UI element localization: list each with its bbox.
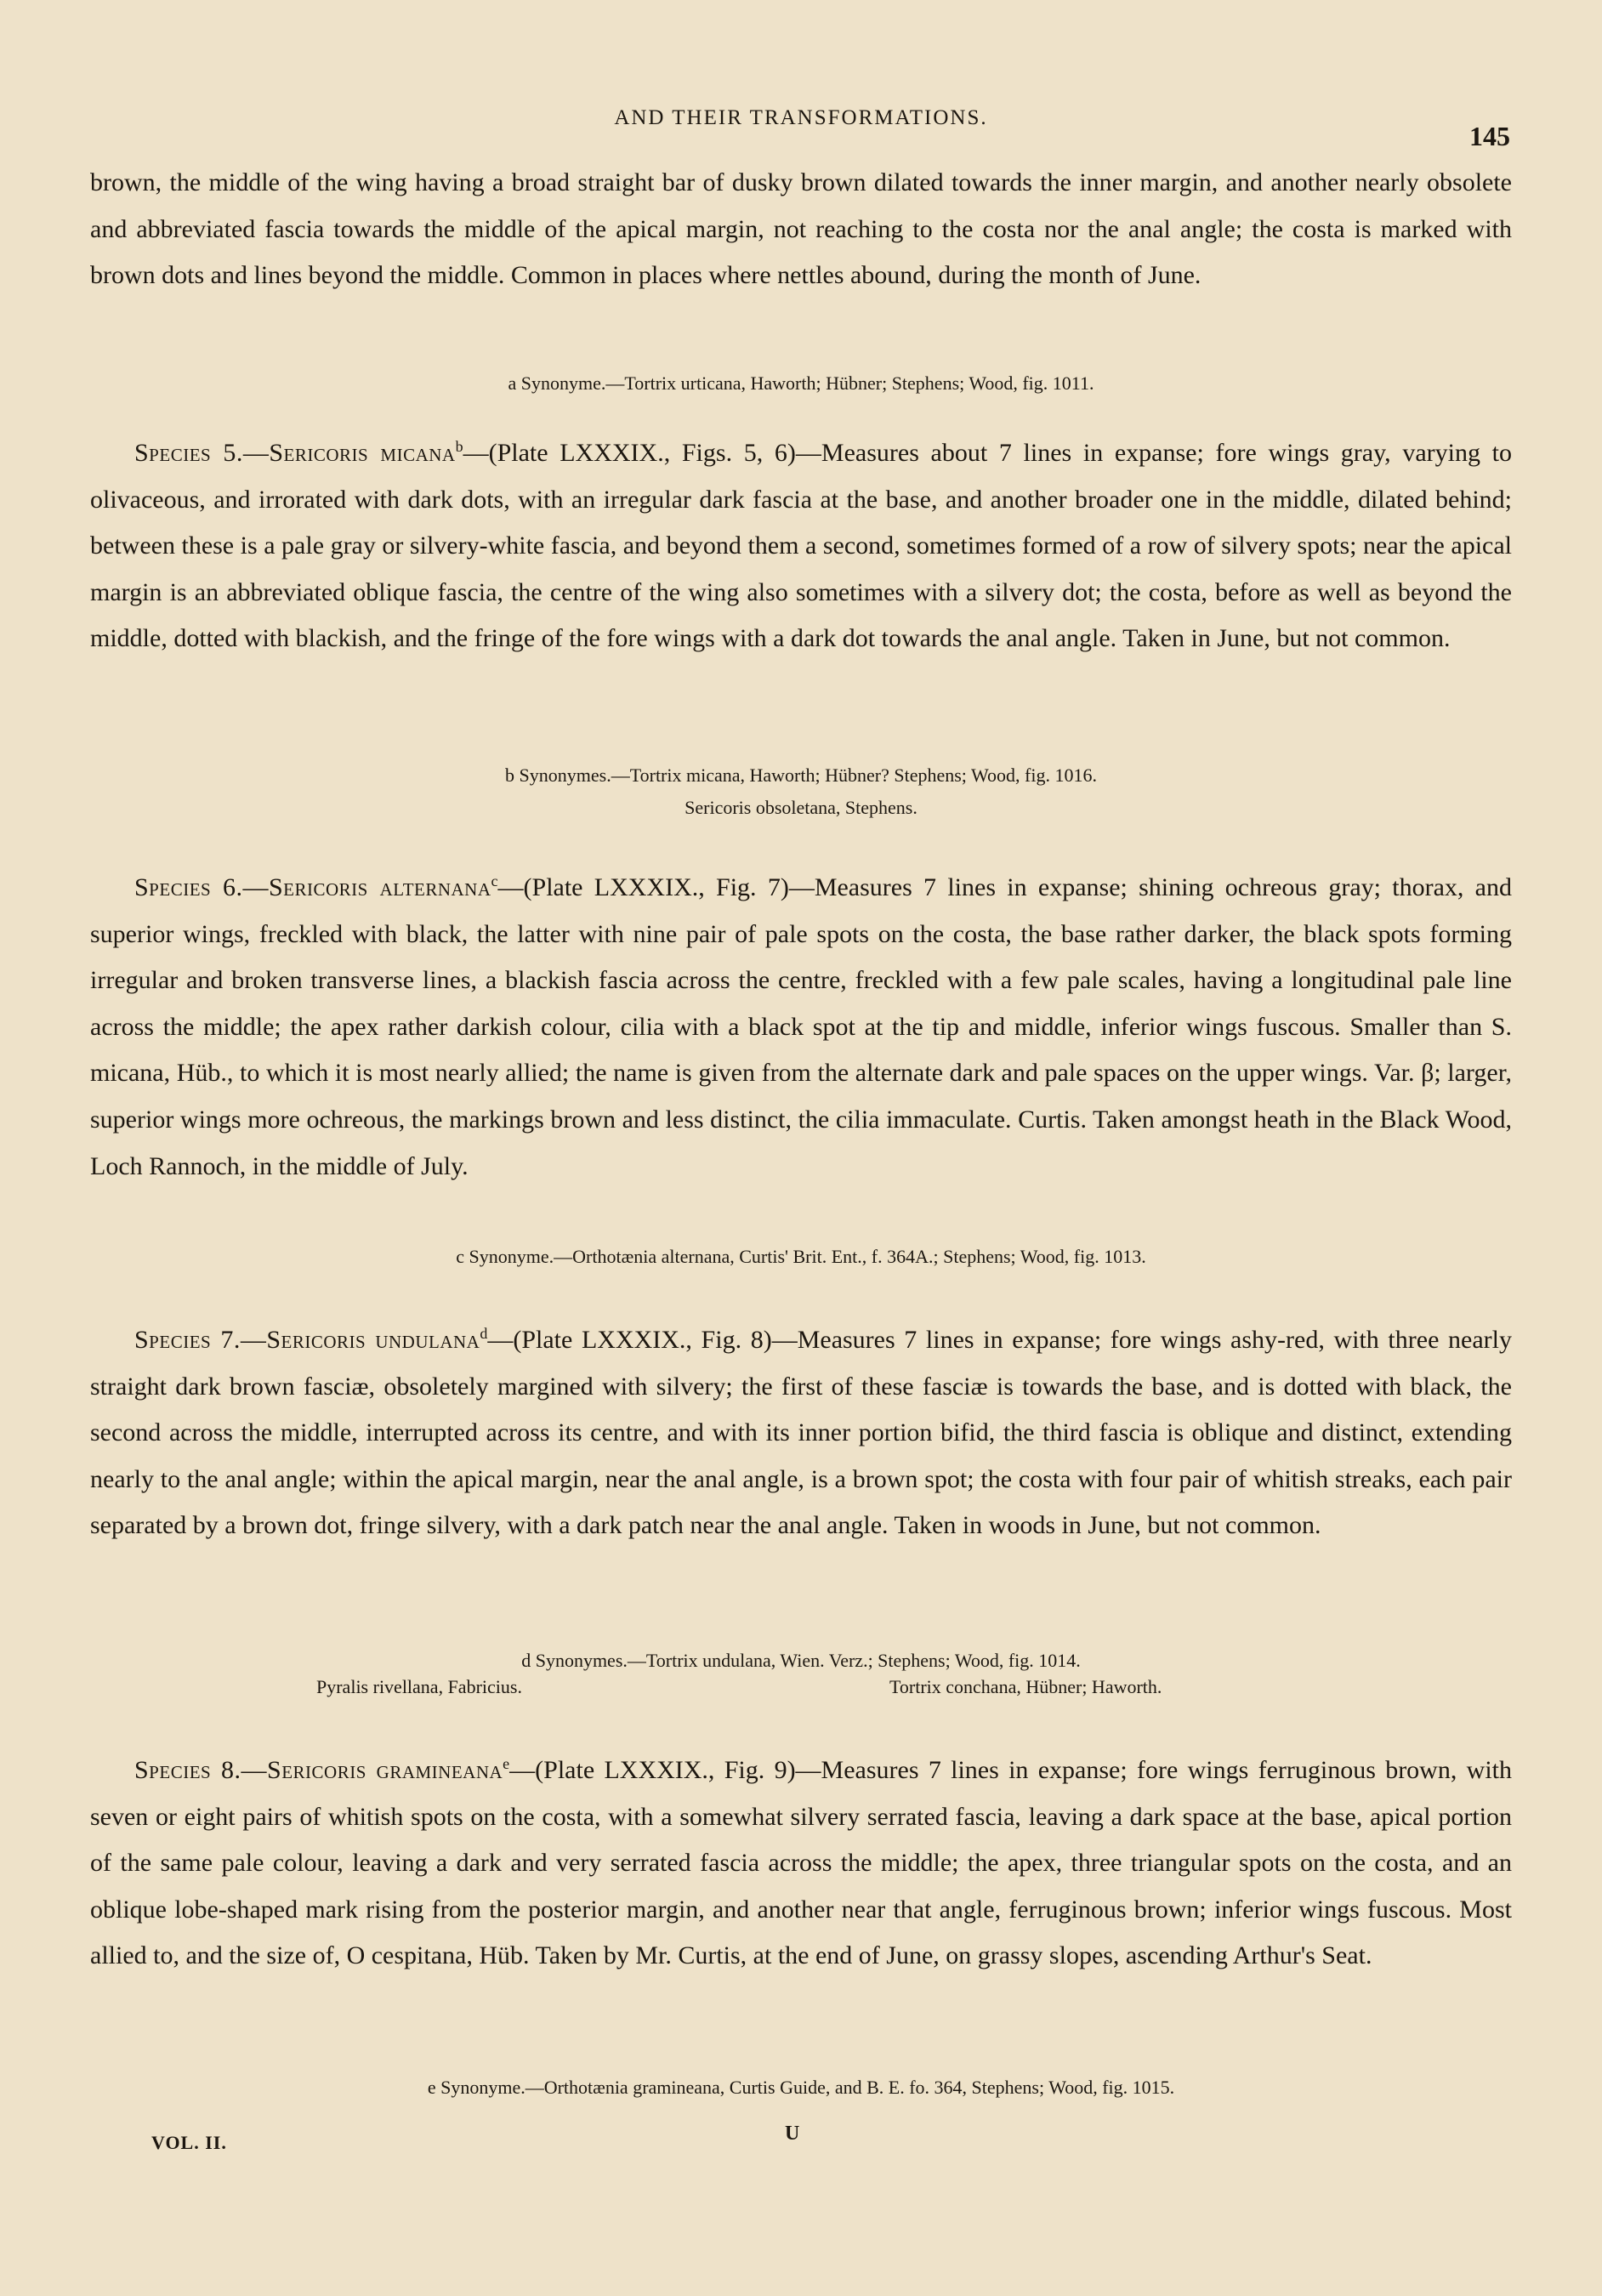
species-5-label: Species 5.—Sericoris micana <box>134 439 456 467</box>
footnote-b-line-2: Sericoris obsoletana, Stephens. <box>685 797 917 818</box>
page-number: 145 <box>1469 121 1510 151</box>
species-5-paragraph <box>90 430 1512 662</box>
species-8-text: —(Plate LXXXIX., Fig. 9)—Measures 7 lines in expanse; fore wings ferruginous brown, with seven or eight pairs of whitish spots on the costa, with a somewhat silvery serrated fascia, leaving a dark space at the base, apical portion of the same pale colour, leaving a dark and very serrated fascia across the middle; the apex, three triangular spots on the costa, and an oblique lobe-shaped mark rising from the posterior margin, and another near that angle, ferruginous brown; inferior wings fuscous. Most allied to, and the size of, O cespitana, Hüb. Taken by Mr. Curtis, at the end of June, on grassy slopes, ascending Arthur's Seat. <box>90 1756 1512 1970</box>
running-title: AND THEIR TRANSFORMATIONS. <box>614 106 988 129</box>
intro-paragraph: brown, the middle of the wing having a broad straight bar of dusky brown dilated towards the inner margin, and another nearly obsolete and abbreviated fascia towards the middle of the apical margin, not reaching to the costa nor the anal angle; the costa is marked with brown dots and lines beyond the middle. Common in places where nettles abound, during the month of June. <box>90 168 1512 290</box>
footnote-a: a Synonyme.—Tortrix urticana, Haworth; Hübner; Stephens; Wood, fig. 1011. <box>508 372 1094 394</box>
species-5-text: —(Plate LXXXIX., Figs. 5, 6)—Measures about 7 lines in expanse; fore wings gray, varying to olivaceous, and irrorated with dark dots, with an irregular dark fascia at the base, and another broader one in the middle, dilated behind; between these is a pale gray or silvery-white fascia, and beyond them a second, sometimes formed of a row of silvery spots; near the apical margin is an abbreviated oblique fascia, the centre of the wing also sometimes with a silvery dot; the costa, before as well as beyond the middle, dotted with blackish, and the fringe of the fore wings with a dark dot towards the anal angle. Taken in June, but not common. <box>90 439 1512 653</box>
species-8-label: Species 8.—Sericoris gramineana <box>134 1756 503 1784</box>
species-8-note: e <box>503 1755 510 1772</box>
species-6-note: c <box>491 872 498 889</box>
species-7-paragraph <box>90 1317 1512 1549</box>
footnote-e: e Synonyme.—Orthotænia gramineana, Curtis Guide, and B. E. fo. 364, Stephens; Wood, fig. 1015. <box>427 2077 1175 2098</box>
footnote-d-left: Pyralis rivellana, Fabricius. <box>316 1676 522 1697</box>
species-8-paragraph <box>90 1748 1512 1980</box>
species-7-label: Species 7.—Sericoris undulana <box>134 1326 480 1354</box>
species-6-text: —(Plate LXXXIX., Fig. 7)—Measures 7 lines in expanse; shining ochreous gray; thorax, and superior wings, freckled with black, the latter with nine pair of pale spots on the costa, the base rather darker, the black spots forming irregular and broken transverse lines, a blackish fascia across the centre, freckled with a few pale scales, having a longitudinal pale line across the middle; the apex rather darkish colour, cilia with a black spot at the tip and middle, inferior wings fuscous. Smaller than S. micana, Hüb., to which it is most nearly allied; the name is given from the alternate dark and pale spaces on the upper wings. Var. β; larger, superior wings more ochreous, the markings brown and less distinct, the cilia immaculate. Curtis. Taken amongst heath in the Black Wood, Loch Rannoch, in the middle of July. <box>90 873 1512 1180</box>
species-5-note: b <box>455 438 463 455</box>
species-6-paragraph <box>90 865 1512 1190</box>
species-7-text: —(Plate LXXXIX., Fig. 8)—Measures 7 lines in expanse; fore wings ashy-red, with three nearly straight dark brown fasciæ, obsoletely margined with silvery; the first of these fasciæ is towards the base, and is dotted with black, the second across the middle, interrupted across its centre, and with its inner portion bifid, the third fascia is oblique and distinct, extending nearly to the anal angle; within the apical margin, near the anal angle, is a brown spot; the costa with four pair of whitish streaks, each pair separated by a brown dot, fringe silvery, with a dark patch near the anal angle. Taken in woods in June, but not common. <box>90 1326 1512 1540</box>
volume-label: VOL. II. <box>151 2132 227 2153</box>
signature-mark: U <box>785 2123 800 2145</box>
footnote-b-line-1: b Synonymes.—Tortrix micana, Haworth; Hübner? Stephens; Wood, fig. 1016. <box>505 764 1097 786</box>
footnote-c: c Synonyme.—Orthotænia alternana, Curtis' Brit. Ent., f. 364A.; Stephens; Wood, fig. 1013. <box>456 1246 1146 1267</box>
footnote-d-right: Tortrix conchana, Hübner; Haworth. <box>889 1676 1162 1697</box>
species-6-label: Species 6.—Sericoris alternana <box>134 873 491 901</box>
species-7-note: d <box>480 1325 488 1342</box>
footnote-d-line-1: d Synonymes.—Tortrix undulana, Wien. Verz.; Stephens; Wood, fig. 1014. <box>521 1650 1081 1671</box>
